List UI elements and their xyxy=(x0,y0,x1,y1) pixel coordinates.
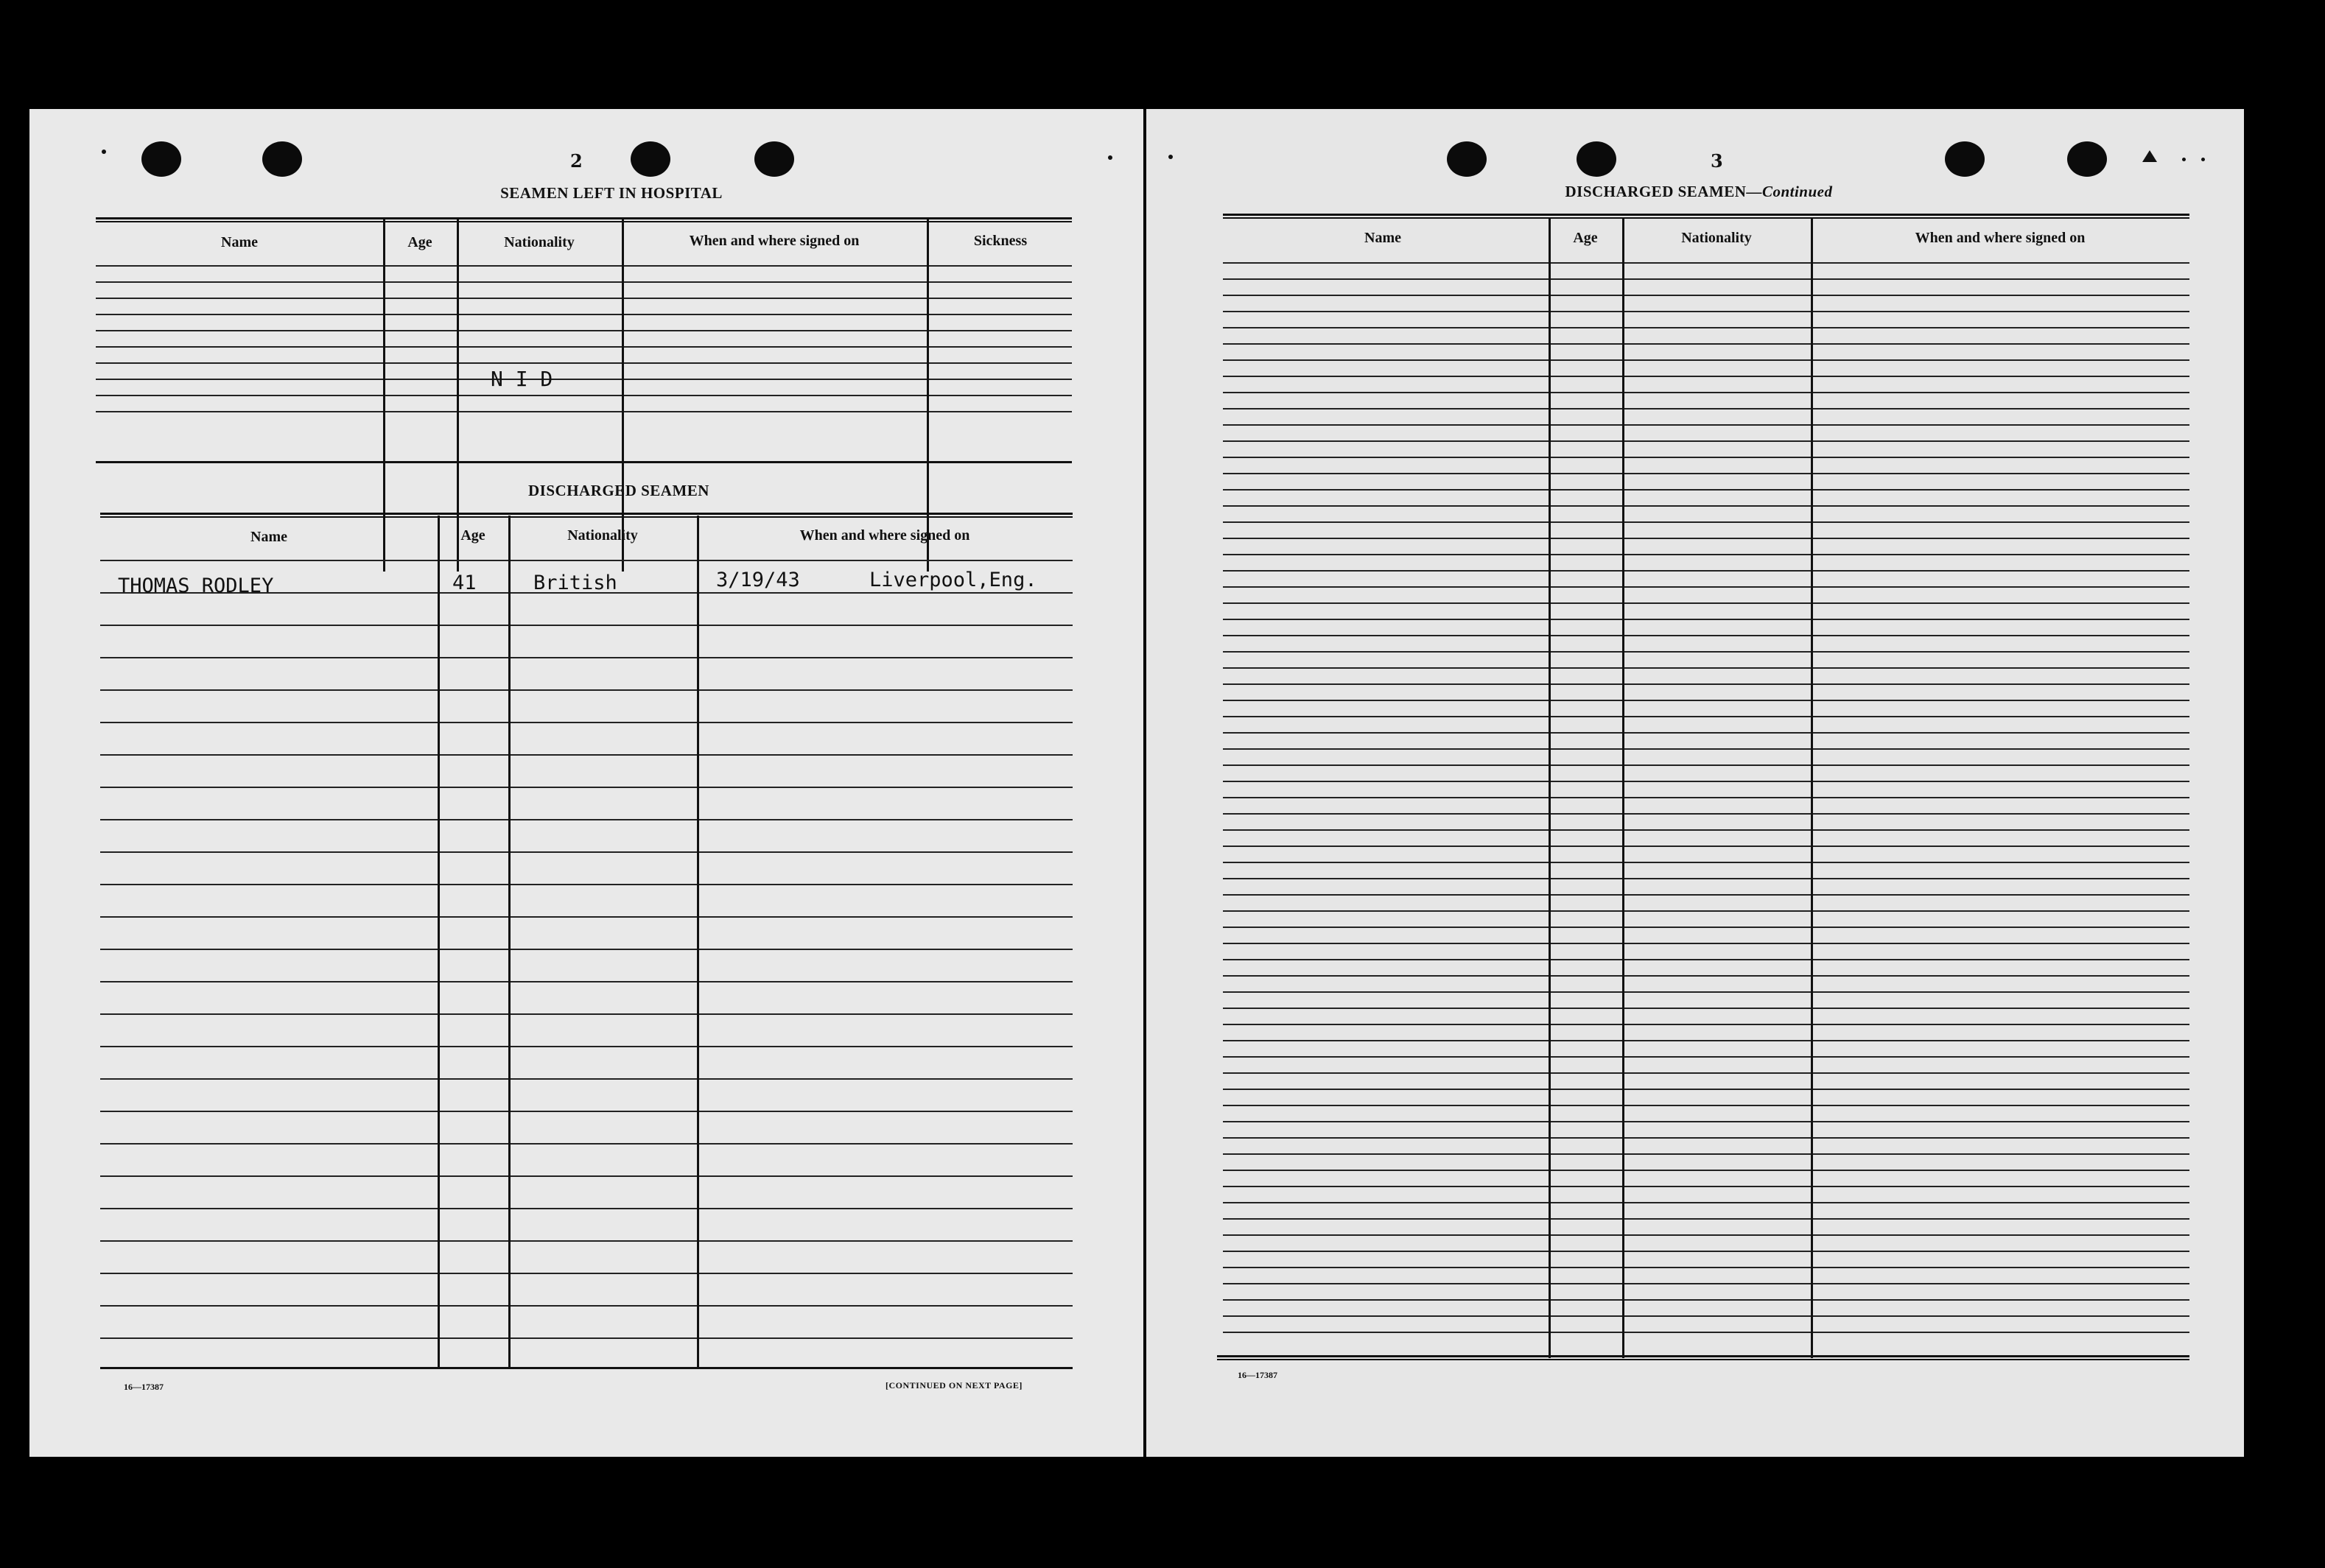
hospital-col-divider xyxy=(622,219,624,572)
ruled-line xyxy=(1223,521,2189,523)
bullet-mark xyxy=(1108,155,1112,160)
ruled-line xyxy=(1223,1186,2189,1187)
ruled-line xyxy=(1223,278,2189,280)
discharged-header-nationality: Nationality xyxy=(567,527,638,544)
row-age: 41 xyxy=(452,572,477,594)
hospital-typed-note: N I D xyxy=(491,367,553,391)
ruled-line xyxy=(100,1305,1073,1307)
ruled-line xyxy=(100,1046,1073,1047)
ruled-line xyxy=(1223,975,2189,977)
discharged-header-age: Age xyxy=(460,527,485,544)
bullet-mark xyxy=(1168,155,1173,159)
page-number: 3 xyxy=(1711,150,1723,172)
ruled-line xyxy=(1223,959,2189,960)
ruled-line xyxy=(1223,1008,2189,1009)
ruled-line xyxy=(1223,1170,2189,1171)
ruled-line xyxy=(96,314,1072,315)
ruled-line xyxy=(1223,1072,2189,1074)
ruled-line xyxy=(1223,1137,2189,1139)
ruled-line xyxy=(1223,570,2189,572)
ruled-line xyxy=(1223,586,2189,588)
ruled-line xyxy=(1223,797,2189,798)
ruled-line xyxy=(96,395,1072,396)
row-nationality: British xyxy=(533,572,617,594)
page-number: 2 xyxy=(570,150,583,172)
hospital-header-signed-on: When and where signed on xyxy=(689,233,860,249)
title-main: DISCHARGED SEAMEN xyxy=(1565,183,1747,200)
bullet-mark xyxy=(2182,158,2186,161)
ruled-line xyxy=(1223,392,2189,393)
hospital-header-age: Age xyxy=(407,234,432,250)
hospital-section-title: SEAMEN LEFT IN HOSPITAL xyxy=(500,184,723,202)
ruled-line xyxy=(1223,262,2189,264)
ruled-line xyxy=(1223,327,2189,328)
ruled-line xyxy=(1223,1040,2189,1041)
ruled-line xyxy=(1223,716,2189,717)
discharged-top-rule xyxy=(100,513,1073,518)
ruled-line xyxy=(1223,489,2189,491)
ruled-line xyxy=(1223,1105,2189,1106)
right-col-divider xyxy=(1622,218,1624,1358)
ruled-line xyxy=(1223,748,2189,750)
discharged-continued-title xyxy=(1456,183,1942,201)
ruled-line xyxy=(1223,1267,2189,1268)
ruled-line xyxy=(1223,1056,2189,1058)
ruled-line xyxy=(100,1273,1073,1274)
ruled-line xyxy=(1223,910,2189,912)
hospital-col-divider xyxy=(927,219,929,572)
discharged-col-divider xyxy=(508,516,511,1367)
ruled-line xyxy=(1223,781,2189,782)
ruled-line xyxy=(1223,813,2189,815)
ruled-line xyxy=(96,346,1072,348)
ruled-line xyxy=(1223,311,2189,312)
ruled-line xyxy=(100,916,1073,918)
punch-hole xyxy=(141,141,181,177)
ruled-line xyxy=(100,1013,1073,1015)
ruled-line xyxy=(1223,1299,2189,1301)
ruled-line xyxy=(1223,1315,2189,1317)
ruled-line xyxy=(100,625,1073,626)
ruled-line xyxy=(100,1208,1073,1209)
ruled-line xyxy=(100,1240,1073,1242)
form-code: 16—17387 xyxy=(124,1382,164,1392)
punch-hole xyxy=(1945,141,1985,177)
title-continued: —Continued xyxy=(1746,183,1833,200)
ruled-line xyxy=(1223,732,2189,734)
ruled-line xyxy=(1223,408,2189,409)
ruled-line xyxy=(1223,359,2189,361)
ruled-line xyxy=(96,362,1072,364)
form-code: 16—17387 xyxy=(1238,1370,1277,1380)
right-header-nationality: Nationality xyxy=(1681,230,1752,246)
ruled-line xyxy=(1223,943,2189,944)
ruled-line xyxy=(100,1111,1073,1112)
ruled-line xyxy=(1223,1121,2189,1122)
ruled-line xyxy=(1223,1153,2189,1155)
ruled-line xyxy=(1223,1251,2189,1252)
row-place: Liverpool,Eng. xyxy=(869,569,1037,591)
row-name: THOMAS RODLEY xyxy=(118,574,274,597)
ruled-line xyxy=(1223,635,2189,636)
ruled-line xyxy=(96,298,1072,299)
ruled-line xyxy=(100,689,1073,691)
left-page xyxy=(29,109,1143,1457)
row-date: 3/19/43 xyxy=(716,569,800,591)
ruled-line xyxy=(1223,376,2189,377)
hospital-top-rule xyxy=(96,217,1072,222)
ruled-line xyxy=(1223,764,2189,766)
bullet-mark xyxy=(2201,158,2205,161)
ruled-line xyxy=(1223,473,2189,474)
ruled-line xyxy=(1223,1283,2189,1284)
ruled-line xyxy=(100,657,1073,658)
ruled-line xyxy=(1223,845,2189,847)
hospital-col-divider xyxy=(457,219,459,572)
ruled-line xyxy=(96,379,1072,380)
ruled-line xyxy=(1223,619,2189,620)
punch-hole xyxy=(631,141,670,177)
ruled-line xyxy=(1223,927,2189,928)
ruled-line xyxy=(100,981,1073,982)
ruled-line xyxy=(1223,295,2189,296)
bullet-mark xyxy=(102,150,106,154)
ruled-line xyxy=(1223,538,2189,539)
ruled-line xyxy=(1223,667,2189,669)
ruled-line xyxy=(100,787,1073,788)
right-header-name: Name xyxy=(1364,230,1401,246)
right-page xyxy=(1146,109,2244,1457)
ruled-line xyxy=(100,884,1073,885)
punch-hole xyxy=(1577,141,1616,177)
punch-hole xyxy=(754,141,794,177)
right-col-divider xyxy=(1811,218,1813,1358)
ruled-line xyxy=(100,722,1073,723)
discharged-header-name: Name xyxy=(250,529,287,545)
discharged-header-signed-on: When and where signed on xyxy=(799,527,970,544)
right-header-age: Age xyxy=(1573,230,1598,246)
ruled-line xyxy=(1223,683,2189,685)
ruled-line xyxy=(100,1143,1073,1145)
ruled-line xyxy=(1223,829,2189,831)
discharged-section-title: DISCHARGED SEAMEN xyxy=(528,482,709,499)
ruled-line xyxy=(1223,1089,2189,1090)
ruled-line xyxy=(100,1175,1073,1177)
hospital-header-name: Name xyxy=(221,234,258,250)
ruled-line xyxy=(1223,700,2189,701)
hospital-header-nationality: Nationality xyxy=(504,234,575,250)
ruled-line xyxy=(100,949,1073,950)
ruled-line xyxy=(96,411,1072,412)
ruled-line xyxy=(1223,1332,2189,1333)
ruled-line xyxy=(96,265,1072,267)
triangle-mark xyxy=(2142,150,2157,162)
hospital-header-sickness: Sickness xyxy=(973,233,1028,249)
ruled-line xyxy=(1223,894,2189,896)
ruled-line xyxy=(96,281,1072,283)
ruled-line xyxy=(1223,343,2189,345)
punch-hole xyxy=(2067,141,2107,177)
discharged-bottom-rule xyxy=(100,1367,1073,1369)
right-header-signed-on: When and where signed on xyxy=(1915,230,2086,246)
ruled-line xyxy=(96,330,1072,331)
right-bottom-rule xyxy=(1217,1355,2189,1360)
ruled-line xyxy=(1223,878,2189,879)
ruled-line xyxy=(100,754,1073,756)
ruled-line xyxy=(1223,1234,2189,1236)
right-top-rule xyxy=(1223,214,2189,219)
continued-note: [CONTINUED ON NEXT PAGE] xyxy=(886,1380,1023,1391)
ruled-line xyxy=(1223,505,2189,507)
ruled-line xyxy=(100,1337,1073,1339)
ruled-line xyxy=(1223,554,2189,555)
ruled-line xyxy=(1223,1024,2189,1025)
ruled-line xyxy=(1223,457,2189,458)
ruled-line xyxy=(1223,651,2189,653)
right-col-divider xyxy=(1549,218,1551,1358)
ruled-line xyxy=(1223,424,2189,426)
ruled-line xyxy=(100,1078,1073,1080)
punch-hole xyxy=(1447,141,1487,177)
hospital-bottom-rule xyxy=(96,461,1072,463)
ruled-line xyxy=(100,819,1073,820)
ruled-line xyxy=(1223,1218,2189,1220)
ruled-line xyxy=(1223,991,2189,993)
ruled-line xyxy=(1223,862,2189,863)
ruled-line xyxy=(1223,1202,2189,1203)
ruled-line xyxy=(100,560,1073,561)
ruled-line xyxy=(1223,440,2189,442)
punch-hole xyxy=(262,141,302,177)
ruled-line xyxy=(100,851,1073,853)
discharged-col-divider xyxy=(697,516,699,1367)
discharged-col-divider xyxy=(438,516,440,1367)
hospital-col-divider xyxy=(383,219,385,572)
ruled-line xyxy=(1223,602,2189,604)
